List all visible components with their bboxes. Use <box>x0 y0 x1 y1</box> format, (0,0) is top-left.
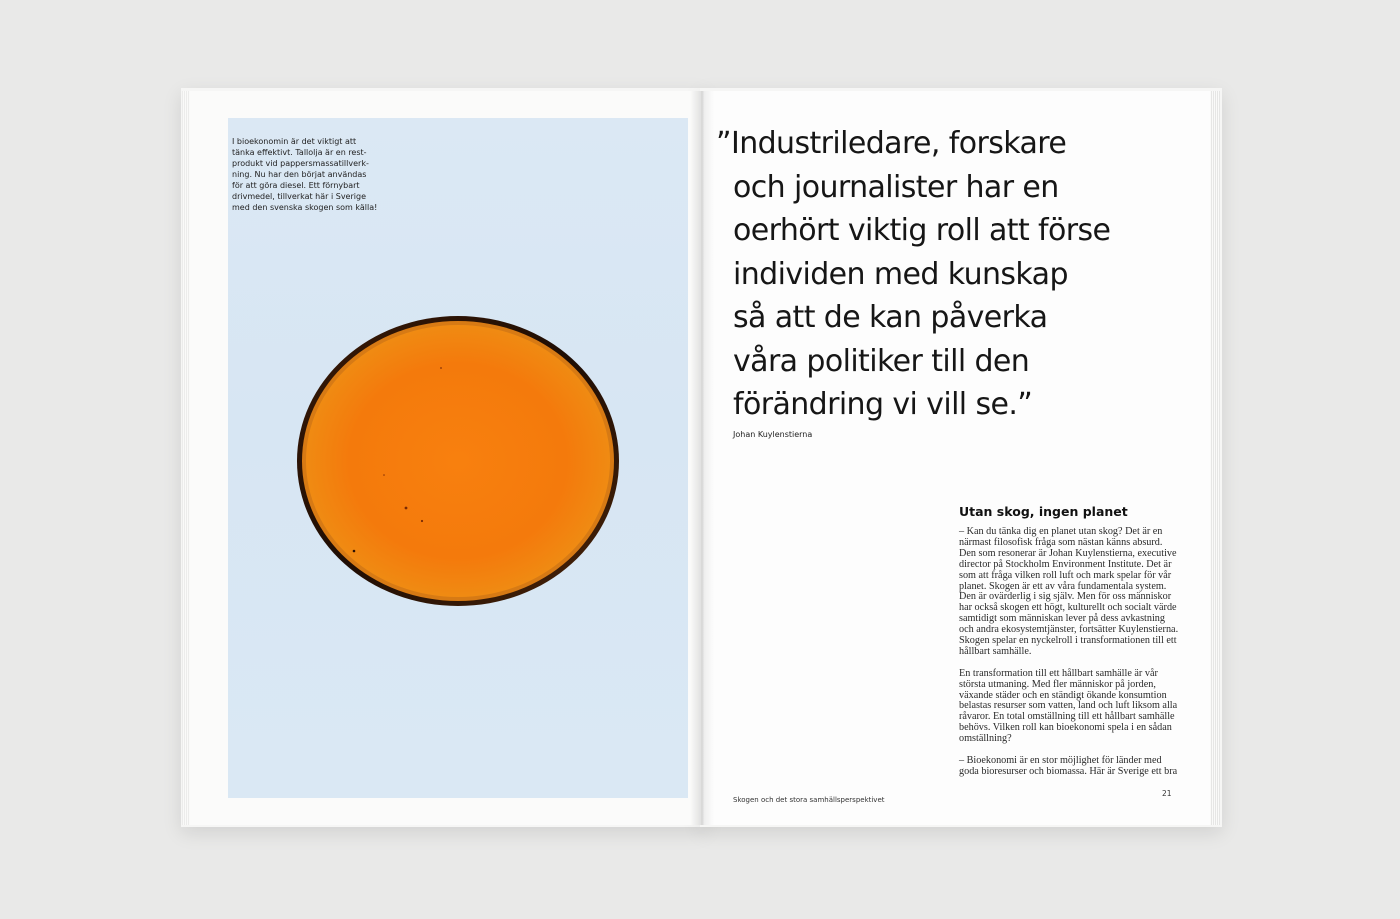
body-line: största utmaning. Med fler människor på jorden, <box>959 678 1156 690</box>
body-line: omställning? <box>959 733 1012 745</box>
body-line: goda bioresurser och biomassa. Här är Sverige ett bra <box>959 765 1178 777</box>
caption-line: produkt vid pappersmassatillverk- <box>232 159 369 168</box>
page-number: 21 <box>1162 789 1172 798</box>
quote-line: och journalister har en <box>733 169 1059 205</box>
paragraph <box>959 756 1179 778</box>
body-line: växande städer och en ständigt ökande konsumtion <box>959 689 1167 701</box>
body-line: hållbart samhälle. <box>959 645 1032 657</box>
caption-line: drivmedel, tillverkat här i Sverige <box>232 192 366 201</box>
caption-line: ning. Nu har den börjat användas <box>232 170 367 179</box>
quote-line: så att de kan påverka <box>733 300 1048 335</box>
body-line: Den är ovärderlig i sig själv. Men för oss människor <box>959 591 1172 603</box>
oil-surface <box>306 325 610 597</box>
body-line: behövs. Vilken roll kan bioekonomi spela i en sådan <box>959 722 1172 734</box>
body-line: – Kan du tänka dig en planet utan skog? Det är en <box>959 526 1163 537</box>
paragraph <box>959 669 1179 745</box>
quote-line: våra politiker till den <box>733 343 1030 379</box>
article-body <box>959 527 1179 789</box>
body-line: planet. Skogen är ett av våra fundamentala system. <box>959 580 1167 592</box>
quote-line: individen med kunskap <box>733 256 1068 292</box>
body-line: som att fråga vilken roll luft och mark spelar för vår <box>959 569 1172 581</box>
tall-oil-dish-photo <box>296 315 620 607</box>
body-line: har också skogen ett högt, kulturellt och socialt värde <box>959 602 1177 614</box>
body-line: – Bioekonomi är en stor möjlighet för länder med <box>959 755 1162 766</box>
oil-speck <box>421 520 423 522</box>
oil-speck <box>383 474 385 476</box>
quote-attribution: Johan Kuylenstierna <box>733 430 813 439</box>
caption-line: tänka effektivt. Tallolja är en rest- <box>232 148 367 157</box>
body-line: Den som resonerar är Johan Kuylenstierna, executive <box>959 547 1177 559</box>
oil-speck <box>440 367 442 369</box>
body-line: samtidigt som människan lever på dess avkastning <box>959 613 1165 625</box>
caption-line: för att göra diesel. Ett förnybart <box>232 181 360 190</box>
paragraph <box>959 527 1179 658</box>
body-line: närmast filosofisk fråga som nästan känns absurd. <box>959 536 1163 548</box>
caption-line: I bioekonomin är det viktigt att <box>232 137 357 146</box>
oil-speck <box>405 507 408 510</box>
body-line: director på Stockholm Environment Institute. Det är <box>959 558 1172 570</box>
quote-line: förändring vi vill se.” <box>733 387 1033 422</box>
oil-speck <box>353 550 356 553</box>
photo-caption <box>232 136 382 213</box>
running-footer: Skogen och det stora samhällsperspektivet <box>733 796 885 804</box>
right-page-edges <box>1210 91 1220 825</box>
body-line: Skogen spelar en nyckelroll i transformationen till ett <box>959 635 1177 647</box>
quote-line: oerhört viktig roll att förse <box>733 213 1111 248</box>
body-line: En transformation till ett hållbart samhälle är vår <box>959 667 1158 679</box>
body-line: råvaror. En total omställning till ett hållbart samhälle <box>959 711 1175 723</box>
section-heading: Utan skog, ingen planet <box>959 504 1128 519</box>
pull-quote <box>716 122 1186 427</box>
left-page-edges <box>182 91 190 825</box>
caption-line: med den svenska skogen som källa! <box>232 203 378 212</box>
quote-line: ”Industriledare, forskare <box>716 126 1067 161</box>
body-line: och andra ekosystemtjänster, fortsätter Kuylenstierna. <box>959 624 1179 636</box>
body-line: belastas resurser som vatten, land och luft liksom alla <box>959 700 1178 712</box>
